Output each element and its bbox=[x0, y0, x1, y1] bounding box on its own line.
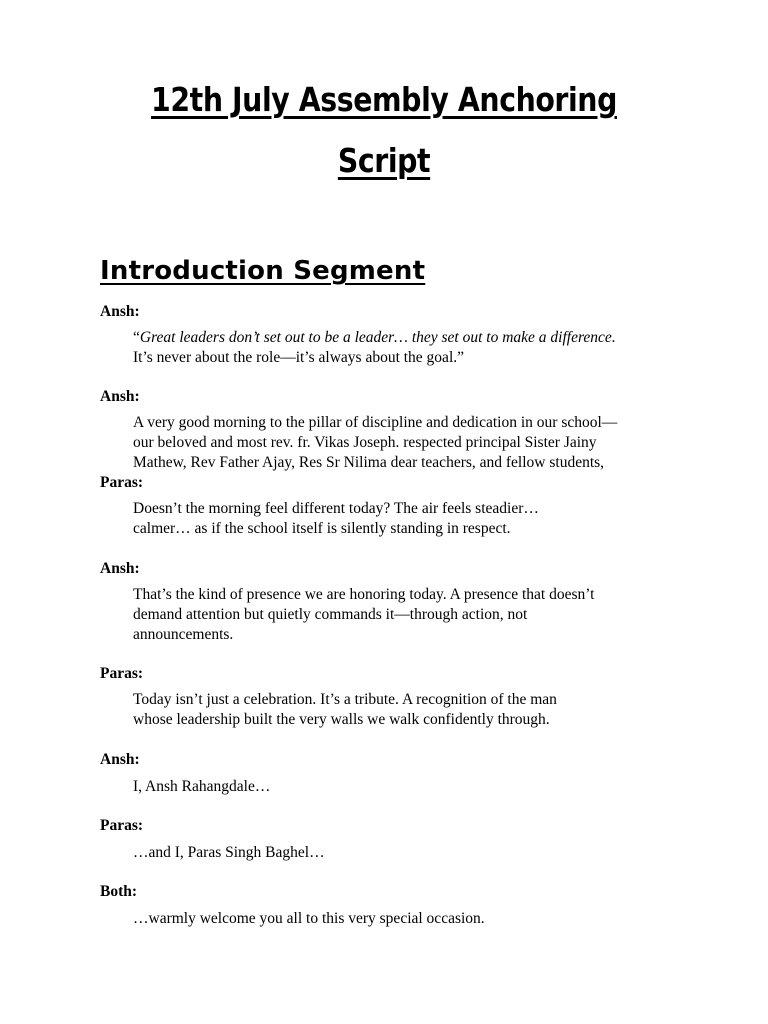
dialogue-line: Doesn’t the morning feel different today? The air feels steadier… bbox=[133, 500, 539, 517]
quote-text: Great leaders don’t set out to be a leader… they set out to make a difference. bbox=[139, 329, 616, 346]
section-heading: Introduction Segment bbox=[100, 256, 426, 286]
dialogue-line: announcements. bbox=[133, 626, 234, 643]
open-quote: “ bbox=[133, 329, 140, 346]
dialogue-line: Today isn’t just a celebration. It’s a tribute. A recognition of the man bbox=[133, 691, 557, 708]
dialogue-line: I, Ansh Rahangdale… bbox=[133, 778, 271, 795]
dialogue-line: our beloved and most rev. fr. Vikas Joseph. respected principal Sister Jainy bbox=[133, 434, 597, 451]
dialogue-line: …warmly welcome you all to this very special occasion. bbox=[133, 910, 485, 927]
speaker-label: Ansh: bbox=[100, 560, 140, 577]
dialogue-line: It’s never about the role—it’s always about the goal.” bbox=[133, 349, 465, 366]
document-title-line-2: Script bbox=[337, 141, 431, 180]
speaker-label: Both: bbox=[100, 883, 138, 900]
dialogue-line: …and I, Paras Singh Baghel… bbox=[133, 844, 325, 861]
speaker-label: Ansh: bbox=[100, 751, 140, 768]
dialogue-line: That’s the kind of presence we are honoring today. A presence that doesn’t bbox=[133, 586, 595, 603]
dialogue-line: A very good morning to the pillar of discipline and dedication in our school— bbox=[133, 414, 618, 431]
dialogue-line: Mathew, Rev Father Ajay, Res Sr Nilima dear teachers, and fellow students, bbox=[133, 454, 605, 471]
speaker-label: Ansh: bbox=[100, 303, 140, 320]
speaker-label: Paras: bbox=[100, 817, 144, 834]
dialogue-line: calmer… as if the school itself is silently standing in respect. bbox=[133, 520, 511, 537]
speaker-label: Paras: bbox=[100, 665, 144, 682]
speaker-label: Paras: bbox=[100, 474, 144, 491]
speaker-label: Ansh: bbox=[100, 388, 140, 405]
dialogue-line: demand attention but quietly commands it—through action, not bbox=[133, 606, 528, 623]
dialogue-line: whose leadership built the very walls we walk confidently through. bbox=[133, 711, 550, 728]
document-title-line-1: 12th July Assembly Anchoring bbox=[151, 80, 617, 119]
dialogue-line bbox=[133, 328, 616, 348]
